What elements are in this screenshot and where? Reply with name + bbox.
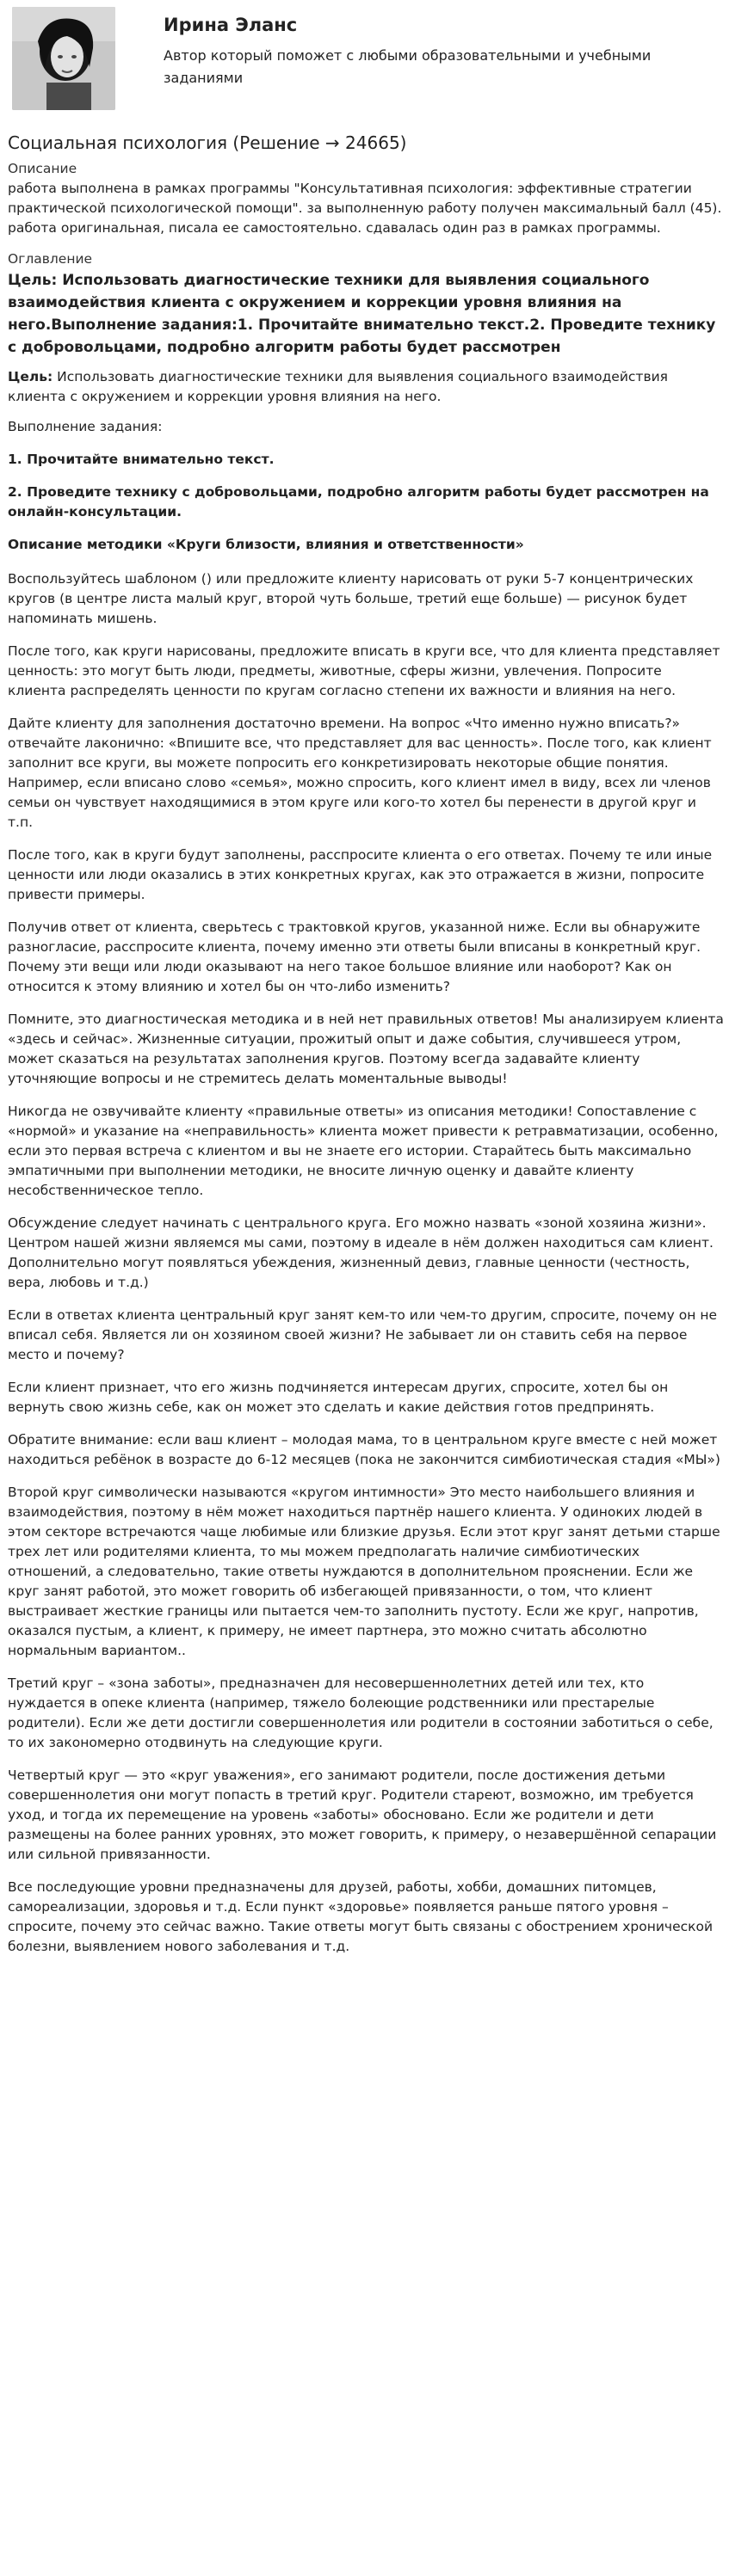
- author-description: Автор который поможет с любыми образовательными и учебными заданиями: [164, 47, 652, 86]
- task-item-2: 2. Проведите технику с добровольцами, подробно алгоритм работы будет рассмотрен на онлайн-консультации.: [8, 484, 709, 520]
- author-name[interactable]: Ирина Эланс: [164, 15, 298, 35]
- toc-label: Оглавление: [8, 251, 93, 267]
- work-content: [8, 131, 724, 1970]
- method-title: Описание методики «Круги близости, влияния и ответственности»: [8, 537, 524, 552]
- body-paragraph: Если в ответах клиента центральный круг занят кем-то или чем-то другим, спросите, почему он не вписал себя. Является ли он хозяином своей жизни? Не забывает ли он ставить себя на первое место и почему?: [8, 1307, 717, 1362]
- goal-label: Цель:: [8, 369, 53, 384]
- description-text: работа выполнена в рамках программы "Консультативная психология: эффективные стратегии практической психологической помощи". за выполненную работу получен максимальный балл (45). работа оригинальная, писала ее самостоятельно. сдавалась один раз в рамках программы.: [8, 181, 722, 236]
- body-paragraph: Воспользуйтесь шаблоном () или предложите клиенту нарисовать от руки 5-7 концентрических кругов (в центре листа малый круг, второй чуть больше, третий еще больше) — рисунок будет напоминать мишень.: [8, 571, 694, 626]
- body-paragraph: Второй круг символически называются «кругом интимности» Это место наибольшего влияния и взаимодействия, поэтому в нём может находиться партнёр нашего клиента. У одиноких людей в этом секторе встречаются чаще любимые или близкие друзья. Если этот круг занят детьми старше трех лет или родителями клиента, то мы можем предполагать наличие симбиотических отношений, а следовательно, такие ответы нуждаются в дополнительном прояснении. Если же круг занят работой, это может говорить об избегающей привязанности, о том, что клиент выстраивает жесткие границы или пытается чем-то заполнить пустоту. Если же круг, напротив, оказался пустым, а клиент, к примеру, не имеет партнера, это можно считать абсолютно нормальным вариантом..: [8, 1485, 720, 1658]
- body-paragraph: Третий круг – «зона заботы», предназначен для несовершеннолетних детей или тех, кто нуждается в опеке клиента (например, тяжело болеющие родственники или престарелые родители). Если же дети достигли совершеннолетия или родители в состоянии заботиться о себе, то их закономерно отодвинуть на следующие круги.: [8, 1675, 714, 1750]
- description-label: Описание: [8, 161, 77, 176]
- body-paragraph: Получив ответ от клиента, сверьтесь с трактовкой кругов, указанной ниже. Если вы обнаружите разногласие, расспросите клиента, почему именно эти ответы были вписаны в конкретный круг. Почему эти вещи или люди оказывают на него такое большое влияние или наоборот? Как он относится к этому влиянию и хотел бы он что-либо изменить?: [8, 919, 701, 994]
- body-paragraph: Дайте клиенту для заполнения достаточно времени. На вопрос «Что именно нужно вписать?» отвечайте лаконично: «Впишите все, что представляет для вас ценность». После того, как клиент заполнит все круги, вы можете попросить его конкретизировать некоторые общие понятия. Например, если вписано слово «семья», можно спросить, кого клиент имел в виду, всех ли членов семьи он чувствует находящимися в этом круге или кого-то хотел бы перенести в другой круг и т.п.: [8, 716, 712, 830]
- body-paragraph: После того, как в круги будут заполнены, расспросите клиента о его ответах. Почему те или иные ценности или люди оказались в этих конкретных кругах, как это отражается в жизни, попросите привести примеры.: [8, 847, 713, 902]
- avatar-photo: [12, 7, 115, 110]
- body-paragraph: Обсуждение следует начинать с центрального круга. Его можно назвать «зоной хозяина жизни». Центром нашей жизни являемся мы сами, поэтому в идеале в нём должен находиться сам клиент. Дополнительно могут появляться убеждения, жизненный девиз, главные ценности (честность, вера, любовь и т.д.): [8, 1215, 714, 1290]
- task-label: Выполнение задания:: [8, 419, 163, 434]
- avatar[interactable]: [12, 7, 115, 110]
- toc-heading: Цель: Использовать диагностические техники для выявления социального взаимодействия клиента с окружением и коррекции уровня влияния на него.Выполнение задания:1. Прочитайте внимательно текст.2. Проведите технику с добровольцами, подробно алгоритм работы будет рассмотрен: [8, 272, 716, 356]
- body-paragraph: Обратите внимание: если ваш клиент – молодая мама, то в центральном круге вместе с ней может находиться ребёнок в возрасте до 6-12 месяцев (пока не закончится симбиотическая стадия «МЫ»): [8, 1432, 720, 1467]
- body-paragraph: Все последующие уровни предназначены для друзей, работы, хобби, домашних питомцев, самореализации, здоровья и т.д. Если пункт «здоровье» появляется раньше пятого уровня – спросите, почему это сейчас важно. Такие ответы могут быть связаны с обострением хронической болезни, выявлением нового заболевания и т.д.: [8, 1879, 714, 1954]
- body-paragraph: Помните, это диагностическая методика и в ней нет правильных ответов! Мы анализируем клиента «здесь и сейчас». Жизненные ситуации, прожитый опыт и даже события, случившееся утром, может сказаться на результатах заполнения кругов. Поэтому всегда задавайте клиенту уточняющие вопросы и не стремитесь делать моментальные выводы!: [8, 1011, 724, 1086]
- body-paragraph: Никогда не озвучивайте клиенту «правильные ответы» из описания методики! Сопоставление с «нормой» и указание на «неправильность» клиента может привести к ретравматизации, особенно, если это первая встреча с клиентом и вы не знаете его истории. Старайтесь быть максимально эмпатичными при выполнении методики, не вносите личную оценку и давайте клиенту несобственническое тепло.: [8, 1104, 719, 1198]
- author-header: [0, 0, 729, 112]
- goal-text: Использовать диагностические техники для выявления социального взаимодействия клиента с окружением и коррекции уровня влияния на него.: [8, 369, 668, 404]
- body-paragraph: Четвертый круг — это «круг уважения», его занимают родители, после достижения детьми совершеннолетия они могут попасть в третий круг. Родители стареют, возможно, им требуется уход, и тогда их перемещение на уровень «заботы» обосновано. Если же родители и дети размещены на более ранних уровнях, это может говорить, к примеру, о незавершённой сепарации или сильной привязанности.: [8, 1768, 717, 1862]
- goal-paragraph: [8, 367, 724, 407]
- task-item-1: 1. Прочитайте внимательно текст.: [8, 452, 275, 467]
- body-paragraph: Если клиент признает, что его жизнь подчиняется интересам других, спросите, хотел бы он вернуть свою жизнь себе, как он может это сделать и какие действия готов предпринять.: [8, 1380, 669, 1415]
- work-title: Социальная психология (Решение → 24665): [8, 132, 407, 153]
- body-paragraph: После того, как круги нарисованы, предложите вписать в круги все, что для клиента представляет ценность: это могут быть люди, предметы, животные, сферы жизни, увлечения. Попросите клиента распределять ценности по кругам согласно степени их важности и влияния на него.: [8, 643, 720, 698]
